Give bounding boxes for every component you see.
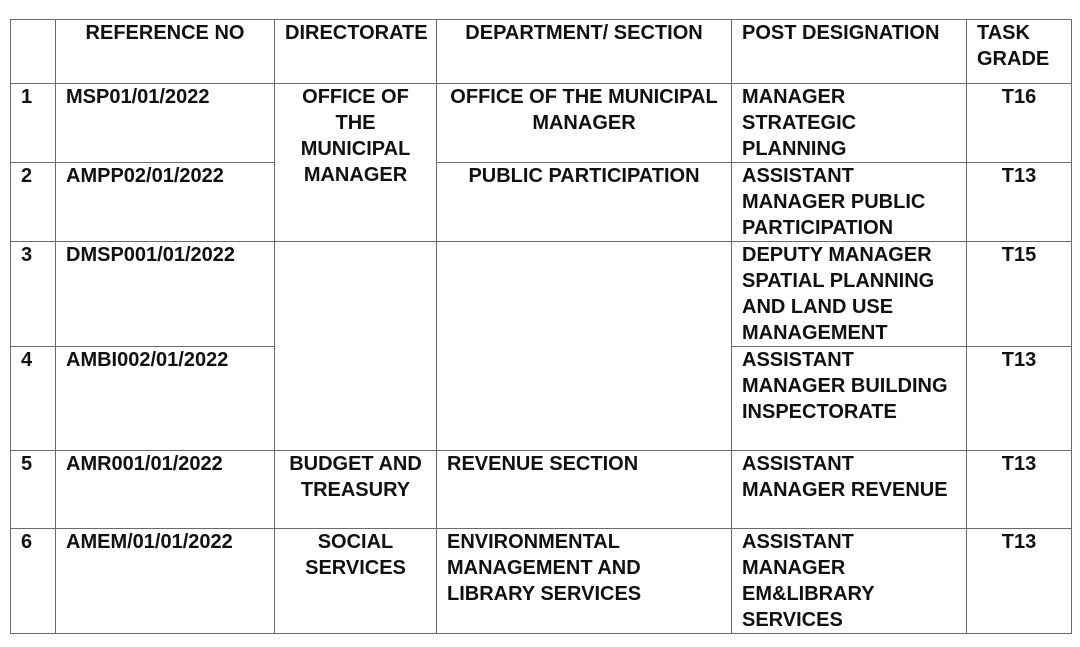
- row-number: 1: [11, 84, 56, 163]
- table-row: [11, 451, 1072, 529]
- task-grade: T13: [967, 529, 1072, 634]
- header-reference: REFERENCE NO: [56, 20, 275, 84]
- task-grade: T13: [967, 347, 1072, 451]
- directorate-cell: SOCIAL SERVICES: [275, 529, 437, 634]
- task-grade: T16: [967, 84, 1072, 163]
- post-designation: ASSISTANT MANAGER EM&LIBRARY SERVICES: [732, 529, 967, 634]
- reference-no: AMR001/01/2022: [56, 451, 275, 529]
- table-header-row: [11, 20, 1072, 84]
- header-num: [11, 20, 56, 84]
- header-post-designation: POST DESIGNATION: [732, 20, 967, 84]
- post-designation: ASSISTANT MANAGER REVENUE: [732, 451, 967, 529]
- row-number: 6: [11, 529, 56, 634]
- department-cell: REVENUE SECTION: [437, 451, 732, 529]
- table-row: [11, 84, 1072, 163]
- table-row: [11, 242, 1072, 347]
- department-cell: ENVIRONMENTAL MANAGEMENT AND LIBRARY SERVICES: [437, 529, 732, 634]
- directorate-cell: BUDGET AND TREASURY: [275, 451, 437, 529]
- post-designation: ASSISTANT MANAGER BUILDING INSPECTORATE: [732, 347, 967, 451]
- department-cell: [437, 242, 732, 451]
- post-designation: DEPUTY MANAGER SPATIAL PLANNING AND LAND USE MANAGEMENT: [732, 242, 967, 347]
- row-number: 4: [11, 347, 56, 451]
- row-number: 5: [11, 451, 56, 529]
- reference-no: AMEM/01/01/2022: [56, 529, 275, 634]
- directorate-cell: [275, 242, 437, 451]
- task-grade: T13: [967, 451, 1072, 529]
- department-cell: OFFICE OF THE MUNICIPAL MANAGER: [437, 84, 732, 163]
- directorate-cell: OFFICE OF THE MUNICIPAL MANAGER: [275, 84, 437, 242]
- reference-no: AMBI002/01/2022: [56, 347, 275, 451]
- header-task-grade: TASK GRADE: [967, 20, 1072, 84]
- task-grade: T13: [967, 163, 1072, 242]
- table-row: [11, 529, 1072, 634]
- table-row: [11, 163, 1072, 242]
- post-designation: MANAGER STRATEGIC PLANNING: [732, 84, 967, 163]
- reference-no: MSP01/01/2022: [56, 84, 275, 163]
- vacancy-table: [10, 19, 1072, 634]
- post-designation: ASSISTANT MANAGER PUBLIC PARTICIPATION: [732, 163, 967, 242]
- header-directorate: DIRECTORATE: [275, 20, 437, 84]
- task-grade: T15: [967, 242, 1072, 347]
- header-department: DEPARTMENT/ SECTION: [437, 20, 732, 84]
- reference-no: AMPP02/01/2022: [56, 163, 275, 242]
- department-cell: PUBLIC PARTICIPATION: [437, 163, 732, 242]
- row-number: 3: [11, 242, 56, 347]
- reference-no: DMSP001/01/2022: [56, 242, 275, 347]
- row-number: 2: [11, 163, 56, 242]
